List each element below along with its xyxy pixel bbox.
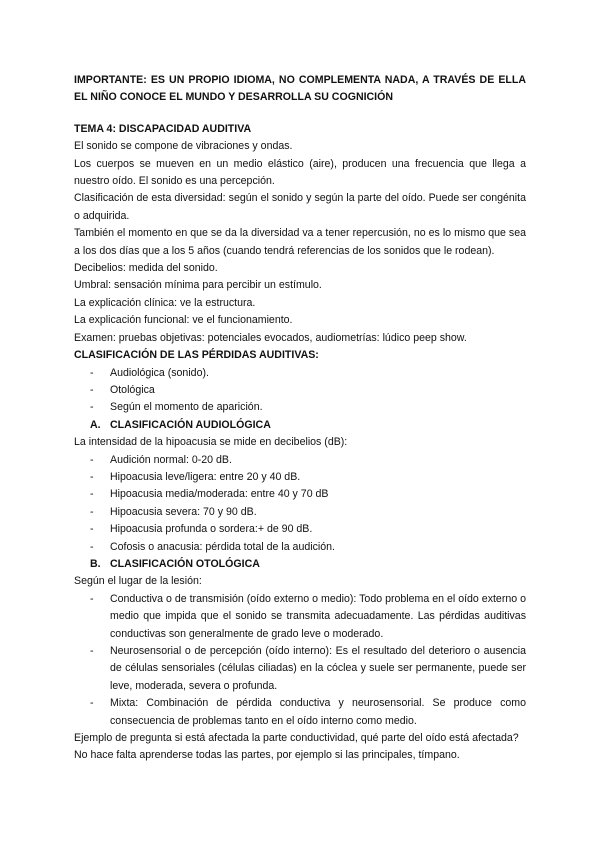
paragraph: La explicación funcional: ve el funcionamiento.: [74, 314, 293, 327]
list-item-text: Hipoacusia severa: 70 y 90 dB.: [110, 505, 257, 518]
otologic-intro: Según el lugar de la lesión:: [74, 575, 202, 588]
list-item: [90, 695, 526, 730]
list-item-text: Mixta: Combinación de pérdida conductiva y neurosensorial. Se produce como consecuencia de problemas tanto en el oído interno como medio.: [110, 697, 526, 727]
dash-marker: -: [90, 523, 94, 536]
dash-marker: -: [90, 592, 94, 605]
paragraph: También el momento en que se da la diversidad va a tener repercusión, no es lo mismo que sea a los dos días que a los 5 años (cuando tendrá referencias de los sonidos que le rodean).: [74, 227, 526, 257]
classification-list: [74, 365, 526, 417]
paragraph: Umbral: sensación mínima para percibir un estímulo.: [74, 279, 322, 292]
dash-marker: -: [90, 366, 94, 379]
list-item-text: Cofosis o anacusia: pérdida total de la audición.: [110, 540, 335, 553]
closing-paragraph: Ejemplo de pregunta si está afectada la parte conductividad, qué parte del oído está afectada?: [74, 732, 519, 745]
dash-marker: -: [90, 383, 94, 396]
list-item-text: Según el momento de aparición.: [110, 401, 263, 414]
dash-marker: -: [90, 453, 94, 466]
dash-marker: -: [90, 470, 94, 483]
audiologic-intro: La intensidad de la hipoacusia se mide en decibelios (dB):: [74, 436, 348, 449]
list-item: [90, 504, 526, 521]
closing-paragraph: No hace falta aprenderse todas las partes, por ejemplo si las principales, tímpano.: [74, 749, 460, 762]
paragraph: Examen: pruebas objetivas: potenciales evocados, audiometrías: lúdico peep show.: [74, 331, 467, 344]
list-item-text: Neurosensorial o de percepción (oído interno): Es el resultado del deterioro o ausencia de células sensoriales (células ciliadas) en la cóclea y suele ser permanente, puede ser leve, moderada, severa o profunda.: [110, 645, 526, 692]
list-item-text: Hipoacusia profunda o sordera:+ de 90 dB.: [110, 523, 313, 536]
list-item: [90, 365, 526, 382]
dash-marker: -: [90, 401, 94, 414]
list-item-text: Conductiva o de transmisión (oído externo o medio): Todo problema en el oído externo o medio que impida que el sonido se transmita adecuadamente. Las pérdidas auditivas conductivas son generalmente de grado leve o moderado.: [110, 592, 526, 640]
list-item-text: Hipoacusia leve/ligera: entre 20 y 40 dB.: [110, 470, 301, 483]
section-b-heading: [74, 556, 526, 573]
otologic-list: [74, 591, 526, 730]
dash-marker: -: [90, 540, 94, 553]
audiologic-list: [74, 452, 526, 556]
section-a-heading: [74, 417, 526, 434]
classification-title: CLASIFICACIÓN DE LAS PÉRDIDAS AUDITIVAS:: [74, 349, 319, 362]
dash-marker: -: [90, 488, 94, 501]
intro-heading: IMPORTANTE: ES UN PROPIO IDIOMA, NO COMPLEMENTA NADA, A TRAVÉS DE ELLA EL NIÑO CONOCE EL MUNDO Y DESARROLLA SU COGNICIÓN: [74, 74, 526, 104]
dash-marker: -: [90, 505, 94, 518]
list-item: [90, 539, 526, 556]
dash-marker: -: [90, 697, 94, 710]
list-item: [90, 591, 526, 643]
list-item-text: Hipoacusia media/moderada: entre 40 y 70 dB: [110, 488, 329, 501]
list-item-text: Audiológica (sonido).: [110, 366, 209, 379]
paragraph: La explicación clínica: ve la estructura.: [74, 296, 256, 309]
list-item: [90, 469, 526, 486]
list-item-text: Audición normal: 0-20 dB.: [110, 453, 232, 466]
list-item: [90, 486, 526, 503]
paragraph: El sonido se compone de vibraciones y ondas.: [74, 140, 293, 153]
section-a-title: CLASIFICACIÓN AUDIOLÓGICA: [110, 418, 271, 431]
list-item: [90, 382, 526, 399]
paragraph: Decibelios: medida del sonido.: [74, 262, 218, 275]
section-a-marker: A.: [90, 418, 101, 431]
paragraph: Clasificación de esta diversidad: según el sonido y según la parte del oído. Puede ser congénita o adquirida.: [74, 192, 526, 222]
section-b-title: CLASIFICACIÓN OTOLÓGICA: [110, 557, 260, 570]
topic-title: TEMA 4: DISCAPACIDAD AUDITIVA: [74, 122, 252, 135]
list-item: [90, 399, 526, 416]
list-item: [90, 521, 526, 538]
spacer: [74, 107, 526, 121]
dash-marker: -: [90, 645, 94, 657]
list-item: [90, 452, 526, 469]
paragraph: Los cuerpos se mueven en un medio elástico (aire), producen una frecuencia que llega a nuestro oído. El sonido es una percepción.: [74, 157, 526, 188]
list-item: [90, 643, 526, 695]
list-item-text: Otológica: [110, 383, 155, 396]
section-b-marker: B.: [90, 557, 101, 570]
